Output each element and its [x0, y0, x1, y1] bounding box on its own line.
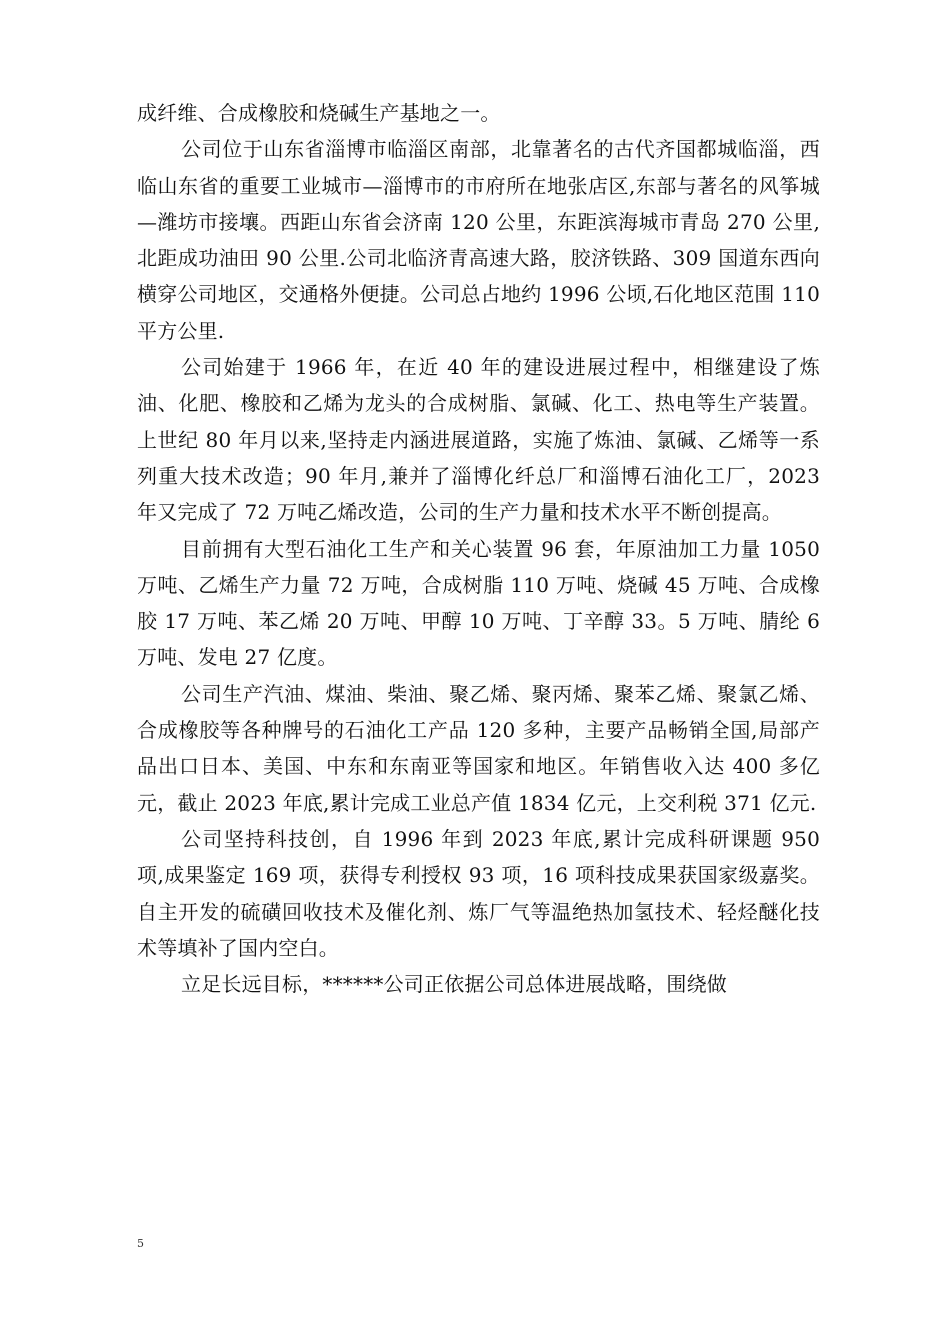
page-number: 5	[137, 1237, 144, 1250]
paragraph-location: 公司位于山东省淄博市临淄区南部，北靠著名的古代齐国都城临淄，西临山东省的重要工业城市—淄博市的市府所在地张店区,东部与著名的风筝城—潍坊市接壤。西距山东省会济南 120 公里，东距滨海城市青岛 270 公里,北距成功油田 90 公里.公司北临济青高速大路，胶济铁路、309 国道东西向横穿公司地区，交通格外便捷。公司总占地约 1996 公顷,石化地区范围 110 平方公里.	[137, 137, 820, 343]
paragraph-strategy: 立足长远目标，******公司正依据公司总体进展战略，围绕做	[181, 972, 727, 997]
paragraph-capacity: 目前拥有大型石油化工生产和关心装置 96 套，年原油加工力量 1050 万吨、乙烯生产力量 72 万吨，合成树脂 110 万吨、烧碱 45 万吨、合成橡胶 17 万吨、苯乙烯 20 万吨、甲醇 10 万吨、丁辛醇 33。5 万吨、腈纶 6 万吨、发电 27 亿度。	[137, 536, 820, 670]
paragraph-products: 公司生产汽油、煤油、柴油、聚乙烯、聚丙烯、聚苯乙烯、聚氯乙烯、合成橡胶等各种牌号的石油化工产品 120 多种，主要产品畅销全国,局部产品出口日本、美国、中东和东南亚等国家和地区。年销售收入达 400 多亿元，截止 2023 年底,累计完成工业总产值 1834 亿元，上交利税 371 亿元.	[137, 681, 820, 815]
body-text	[137, 95, 820, 1002]
paragraph-research: 公司坚持科技创，自 1996 年到 2023 年底,累计完成科研课题 950 项,成果鉴定 169 项，获得专利授权 93 项，16 项科技成果获国家级嘉奖。自主开发的硫磺回收技术及催化剂、炼厂气等温绝热加氢技术、轻烃醚化技术等填补了国内空白。	[137, 826, 820, 960]
paragraph-continuation: 成纤维、合成橡胶和烧碱生产基地之一。	[137, 101, 501, 125]
paragraph-history: 公司始建于 1966 年，在近 40 年的建设进展过程中，相继建设了炼油、化肥、橡胶和乙烯为龙头的合成树脂、氯碱、化工、热电等生产装置。上世纪 80 年月以来,坚持走内涵进展道路，实施了炼油、氯碱、乙烯等一系列重大技术改造；90 年月,兼并了淄博化纤总厂和淄博石油化工厂，2023 年又完成了 72 万吨乙烯改造，公司的生产力量和技术水平不断创提高。	[137, 355, 820, 525]
